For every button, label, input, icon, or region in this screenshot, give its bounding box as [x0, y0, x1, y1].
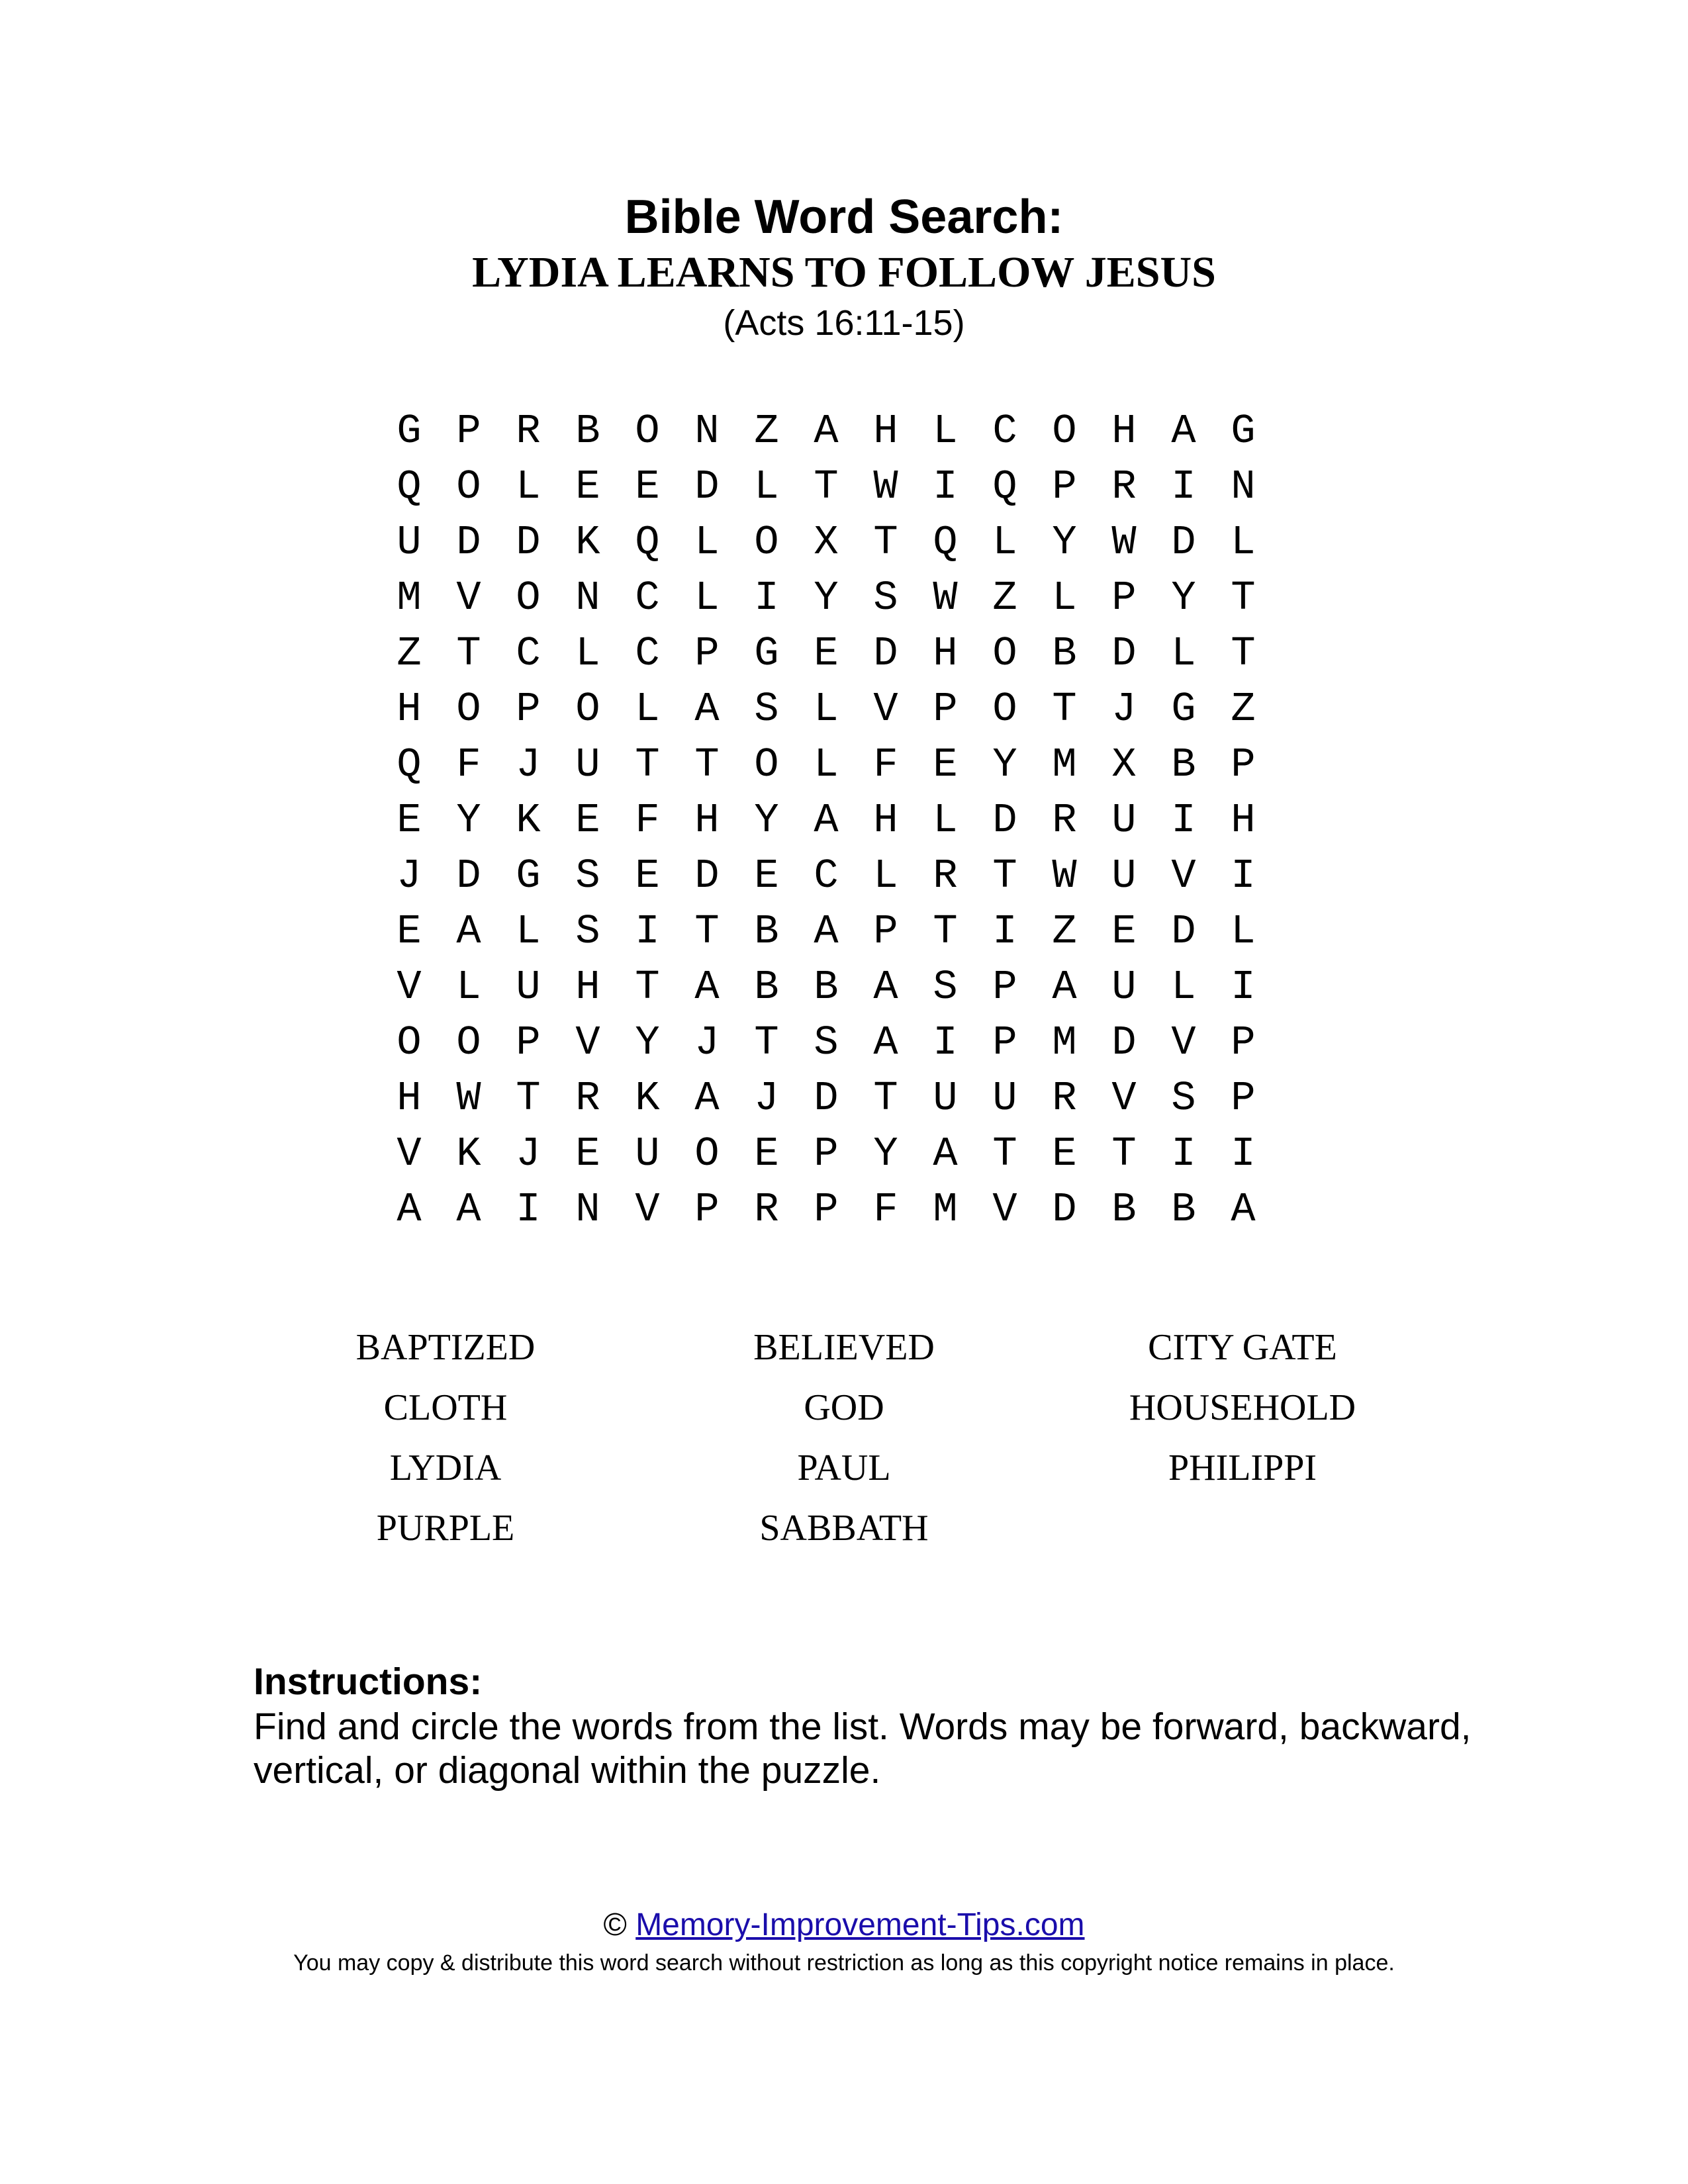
grid-letter: J	[516, 1130, 541, 1177]
grid-letter: B	[575, 408, 600, 455]
grid-letter: O	[992, 630, 1017, 677]
grid-letter: P	[992, 1019, 1017, 1066]
instructions-line: vertical, or diagonal within the puzzle.	[254, 1749, 881, 1792]
grid-letter: N	[694, 408, 720, 455]
grid-letter: H	[1231, 797, 1256, 844]
grid-letter: P	[516, 686, 541, 733]
grid-letter: O	[754, 741, 779, 788]
grid-letter: O	[456, 1019, 481, 1066]
grid-letter: W	[1111, 519, 1137, 566]
grid-letter: R	[1111, 463, 1137, 510]
grid-letter: S	[873, 574, 898, 621]
grid-letter: P	[1231, 1075, 1256, 1122]
grid-letter: O	[992, 686, 1017, 733]
grid-letter: E	[635, 852, 660, 899]
grid-letter: B	[754, 908, 779, 955]
word-list-item: CITY GATE	[1148, 1327, 1337, 1368]
word-list-item: HOUSEHOLD	[1129, 1387, 1356, 1428]
grid-letter: L	[1052, 574, 1077, 621]
grid-letter: J	[1111, 686, 1137, 733]
grid-letter: O	[694, 1130, 720, 1177]
grid-letter: O	[456, 686, 481, 733]
grid-letter: E	[754, 1130, 779, 1177]
grid-letter: I	[1171, 463, 1196, 510]
grid-letter: A	[694, 1075, 720, 1122]
grid-letter: D	[456, 519, 481, 566]
grid-letter: I	[933, 463, 958, 510]
grid-letter: M	[1052, 1019, 1077, 1066]
grid-letter: B	[1171, 741, 1196, 788]
word-list-item: LYDIA	[389, 1447, 502, 1488]
grid-letter: Y	[635, 1019, 660, 1066]
grid-letter: I	[1171, 1130, 1196, 1177]
grid-letter: E	[1052, 1130, 1077, 1177]
grid-letter: B	[1171, 1186, 1196, 1233]
grid-letter: H	[1111, 408, 1137, 455]
grid-letter: A	[694, 686, 720, 733]
grid-letter: V	[635, 1186, 660, 1233]
grid-letter: C	[516, 630, 541, 677]
grid-letter: E	[933, 741, 958, 788]
grid-letter: T	[873, 1075, 898, 1122]
grid-letter: F	[456, 741, 481, 788]
grid-letter: E	[575, 797, 600, 844]
grid-letter: G	[1171, 686, 1196, 733]
grid-letter: S	[575, 852, 600, 899]
grid-letter: L	[814, 741, 839, 788]
grid-letter: L	[754, 463, 779, 510]
page-title: Bible Word Search:	[624, 191, 1064, 244]
grid-letter: C	[635, 630, 660, 677]
grid-letter: I	[1231, 852, 1256, 899]
word-list-item: PURPLE	[376, 1508, 515, 1549]
copyright-symbol: ©	[603, 1907, 627, 1942]
grid-letter: D	[516, 519, 541, 566]
grid-letter: B	[1111, 1186, 1137, 1233]
grid-letter: L	[1231, 519, 1256, 566]
grid-letter: D	[456, 852, 481, 899]
grid-letter: O	[635, 408, 660, 455]
grid-letter: W	[873, 463, 898, 510]
grid-letter: A	[1231, 1186, 1256, 1233]
grid-letter: V	[992, 1186, 1017, 1233]
grid-letter: U	[933, 1075, 958, 1122]
grid-letter: H	[933, 630, 958, 677]
grid-letter: E	[575, 463, 600, 510]
grid-letter: C	[992, 408, 1017, 455]
grid-letter: U	[575, 741, 600, 788]
grid-letter: Z	[1231, 686, 1256, 733]
grid-letter: P	[694, 1186, 720, 1233]
grid-letter: P	[814, 1186, 839, 1233]
grid-letter: P	[1111, 574, 1137, 621]
grid-letter: L	[635, 686, 660, 733]
grid-letter: T	[1231, 574, 1256, 621]
grid-letter: D	[992, 797, 1017, 844]
grid-letter: A	[814, 408, 839, 455]
grid-letter: A	[397, 1186, 422, 1233]
grid-letter: Q	[992, 463, 1017, 510]
word-list-item: BAPTIZED	[355, 1327, 536, 1368]
grid-letter: F	[873, 1186, 898, 1233]
grid-letter: T	[1231, 630, 1256, 677]
grid-letter: E	[1111, 908, 1137, 955]
grid-letter: K	[575, 519, 600, 566]
grid-letter: Z	[1052, 908, 1077, 955]
grid-letter: Y	[1052, 519, 1077, 566]
grid-letter: O	[397, 1019, 422, 1066]
grid-letter: L	[1171, 630, 1196, 677]
grid-letter: E	[397, 797, 422, 844]
word-list-item: GOD	[804, 1387, 884, 1428]
grid-letter: Y	[1171, 574, 1196, 621]
grid-letter: T	[456, 630, 481, 677]
grid-letter: D	[694, 463, 720, 510]
grid-letter: I	[933, 1019, 958, 1066]
grid-letter: N	[575, 574, 600, 621]
grid-letter: J	[754, 1075, 779, 1122]
grid-letter: F	[635, 797, 660, 844]
puzzle-subtitle: LYDIA LEARNS TO FOLLOW JESUS	[472, 248, 1216, 296]
grid-letter: A	[456, 1186, 481, 1233]
word-list-item: BELIEVED	[753, 1327, 935, 1368]
grid-letter: R	[1052, 797, 1077, 844]
grid-letter: A	[456, 908, 481, 955]
grid-letter: L	[694, 574, 720, 621]
grid-letter: U	[397, 519, 422, 566]
grid-letter: D	[1171, 908, 1196, 955]
grid-letter: I	[1171, 797, 1196, 844]
grid-letter: P	[1231, 1019, 1256, 1066]
grid-letter: S	[754, 686, 779, 733]
grid-letter: T	[1052, 686, 1077, 733]
grid-letter: K	[456, 1130, 481, 1177]
grid-letter: G	[516, 852, 541, 899]
word-list-item: SABBATH	[759, 1508, 929, 1549]
grid-letter: Y	[992, 741, 1017, 788]
grid-letter: G	[754, 630, 779, 677]
grid-letter: Q	[933, 519, 958, 566]
grid-letter: L	[1171, 964, 1196, 1011]
grid-letter: Q	[397, 463, 422, 510]
grid-letter: A	[1171, 408, 1196, 455]
instructions-heading: Instructions:	[254, 1661, 483, 1703]
grid-letter: I	[754, 574, 779, 621]
grid-letter: T	[814, 463, 839, 510]
grid-letter: T	[694, 741, 720, 788]
grid-letter: I	[1231, 964, 1256, 1011]
grid-letter: L	[1231, 908, 1256, 955]
grid-letter: T	[1111, 1130, 1137, 1177]
grid-letter: C	[635, 574, 660, 621]
grid-letter: V	[397, 1130, 422, 1177]
grid-letter: J	[694, 1019, 720, 1066]
grid-letter: U	[1111, 852, 1137, 899]
grid-letter: T	[754, 1019, 779, 1066]
grid-letter: D	[1111, 630, 1137, 677]
grid-letter: P	[456, 408, 481, 455]
grid-letter: E	[754, 852, 779, 899]
grid-letter: O	[754, 519, 779, 566]
grid-letter: R	[1052, 1075, 1077, 1122]
grid-letter: L	[516, 908, 541, 955]
grid-letter: M	[933, 1186, 958, 1233]
grid-letter: H	[694, 797, 720, 844]
grid-letter: P	[873, 908, 898, 955]
word-list-item: CLOTH	[383, 1387, 508, 1428]
grid-letter: W	[1052, 852, 1077, 899]
grid-letter: O	[456, 463, 481, 510]
grid-letter: I	[635, 908, 660, 955]
grid-letter: R	[575, 1075, 600, 1122]
grid-letter: T	[992, 852, 1017, 899]
grid-letter: L	[873, 852, 898, 899]
grid-letter: I	[992, 908, 1017, 955]
letter-grid	[379, 404, 1273, 1238]
grid-letter: V	[1171, 1019, 1196, 1066]
copyright-notice: You may copy & distribute this word search without restriction as long as this copyright notice remains in place.	[293, 1950, 1395, 1976]
grid-letter: A	[1052, 964, 1077, 1011]
grid-letter: E	[635, 463, 660, 510]
grid-letter: L	[575, 630, 600, 677]
grid-letter: J	[516, 741, 541, 788]
grid-letter: P	[516, 1019, 541, 1066]
grid-letter: X	[1111, 741, 1137, 788]
grid-letter: G	[1231, 408, 1256, 455]
grid-letter: Q	[635, 519, 660, 566]
grid-letter: Y	[814, 574, 839, 621]
grid-letter: O	[575, 686, 600, 733]
grid-letter: D	[873, 630, 898, 677]
word-list	[246, 1322, 1442, 1574]
grid-letter: Z	[754, 408, 779, 455]
grid-letter: L	[933, 408, 958, 455]
grid-letter: C	[814, 852, 839, 899]
grid-letter: L	[814, 686, 839, 733]
grid-letter: T	[933, 908, 958, 955]
grid-letter: V	[873, 686, 898, 733]
grid-letter: D	[694, 852, 720, 899]
grid-letter: Y	[754, 797, 779, 844]
grid-letter: B	[1052, 630, 1077, 677]
grid-letter: I	[1231, 1130, 1256, 1177]
grid-letter: N	[1231, 463, 1256, 510]
grid-letter: A	[814, 908, 839, 955]
grid-letter: X	[814, 519, 839, 566]
grid-letter: T	[635, 964, 660, 1011]
grid-letter: O	[1052, 408, 1077, 455]
grid-letter: L	[516, 463, 541, 510]
grid-letter: P	[933, 686, 958, 733]
grid-letter: Z	[397, 630, 422, 677]
grid-letter: H	[397, 686, 422, 733]
grid-letter: H	[873, 797, 898, 844]
grid-letter: H	[397, 1075, 422, 1122]
grid-letter: F	[873, 741, 898, 788]
grid-letter: A	[814, 797, 839, 844]
scripture-reference: (Acts 16:11-15)	[723, 303, 965, 343]
site-link[interactable]: Memory-Improvement-Tips.com	[635, 1907, 1085, 1942]
grid-letter: E	[814, 630, 839, 677]
grid-letter: S	[1171, 1075, 1196, 1122]
grid-letter: D	[1171, 519, 1196, 566]
copyright-line	[0, 1906, 1688, 1944]
grid-letter: Z	[992, 574, 1017, 621]
grid-letter: L	[992, 519, 1017, 566]
grid-letter: K	[635, 1075, 660, 1122]
grid-letter: V	[397, 964, 422, 1011]
grid-letter: L	[456, 964, 481, 1011]
grid-letter: P	[992, 964, 1017, 1011]
grid-letter: G	[397, 408, 422, 455]
grid-letter: T	[873, 519, 898, 566]
grid-letter: E	[575, 1130, 600, 1177]
grid-letter: P	[1052, 463, 1077, 510]
grid-letter: R	[516, 408, 541, 455]
grid-letter: T	[635, 741, 660, 788]
grid-letter: R	[933, 852, 958, 899]
grid-letter: L	[933, 797, 958, 844]
grid-letter: Y	[456, 797, 481, 844]
grid-letter: B	[814, 964, 839, 1011]
grid-letter: L	[694, 519, 720, 566]
grid-letter: Y	[873, 1130, 898, 1177]
grid-letter: M	[397, 574, 422, 621]
grid-letter: J	[397, 852, 422, 899]
grid-letter: I	[516, 1186, 541, 1233]
grid-letter: U	[992, 1075, 1017, 1122]
grid-letter: U	[516, 964, 541, 1011]
grid-letter: A	[933, 1130, 958, 1177]
grid-letter: O	[516, 574, 541, 621]
instructions-text	[254, 1705, 1544, 1792]
grid-letter: Q	[397, 741, 422, 788]
grid-letter: P	[1231, 741, 1256, 788]
grid-letter: T	[694, 908, 720, 955]
grid-letter: E	[397, 908, 422, 955]
grid-letter: D	[814, 1075, 839, 1122]
grid-letter: B	[754, 964, 779, 1011]
grid-letter: D	[1052, 1186, 1077, 1233]
grid-letter: A	[873, 964, 898, 1011]
grid-letter: K	[516, 797, 541, 844]
grid-letter: T	[516, 1075, 541, 1122]
grid-letter: R	[754, 1186, 779, 1233]
grid-letter: P	[814, 1130, 839, 1177]
grid-letter: U	[1111, 964, 1137, 1011]
grid-letter: V	[1111, 1075, 1137, 1122]
grid-letter: V	[1171, 852, 1196, 899]
grid-letter: N	[575, 1186, 600, 1233]
grid-letter: S	[933, 964, 958, 1011]
grid-letter: W	[456, 1075, 481, 1122]
grid-letter: A	[694, 964, 720, 1011]
grid-letter: U	[1111, 797, 1137, 844]
grid-letter: H	[873, 408, 898, 455]
word-list-item: PAUL	[797, 1447, 891, 1488]
grid-letter: T	[992, 1130, 1017, 1177]
grid-letter: H	[575, 964, 600, 1011]
grid-letter: M	[1052, 741, 1077, 788]
grid-letter: S	[814, 1019, 839, 1066]
grid-letter: W	[933, 574, 958, 621]
grid-letter: P	[694, 630, 720, 677]
grid-letter: V	[456, 574, 481, 621]
word-list-item: PHILIPPI	[1168, 1447, 1317, 1488]
grid-letter: V	[575, 1019, 600, 1066]
grid-letter: D	[1111, 1019, 1137, 1066]
grid-letter: U	[635, 1130, 660, 1177]
instructions-line: Find and circle the words from the list. Words may be forward, backward,	[254, 1706, 1472, 1748]
grid-letter: S	[575, 908, 600, 955]
grid-letter: A	[873, 1019, 898, 1066]
